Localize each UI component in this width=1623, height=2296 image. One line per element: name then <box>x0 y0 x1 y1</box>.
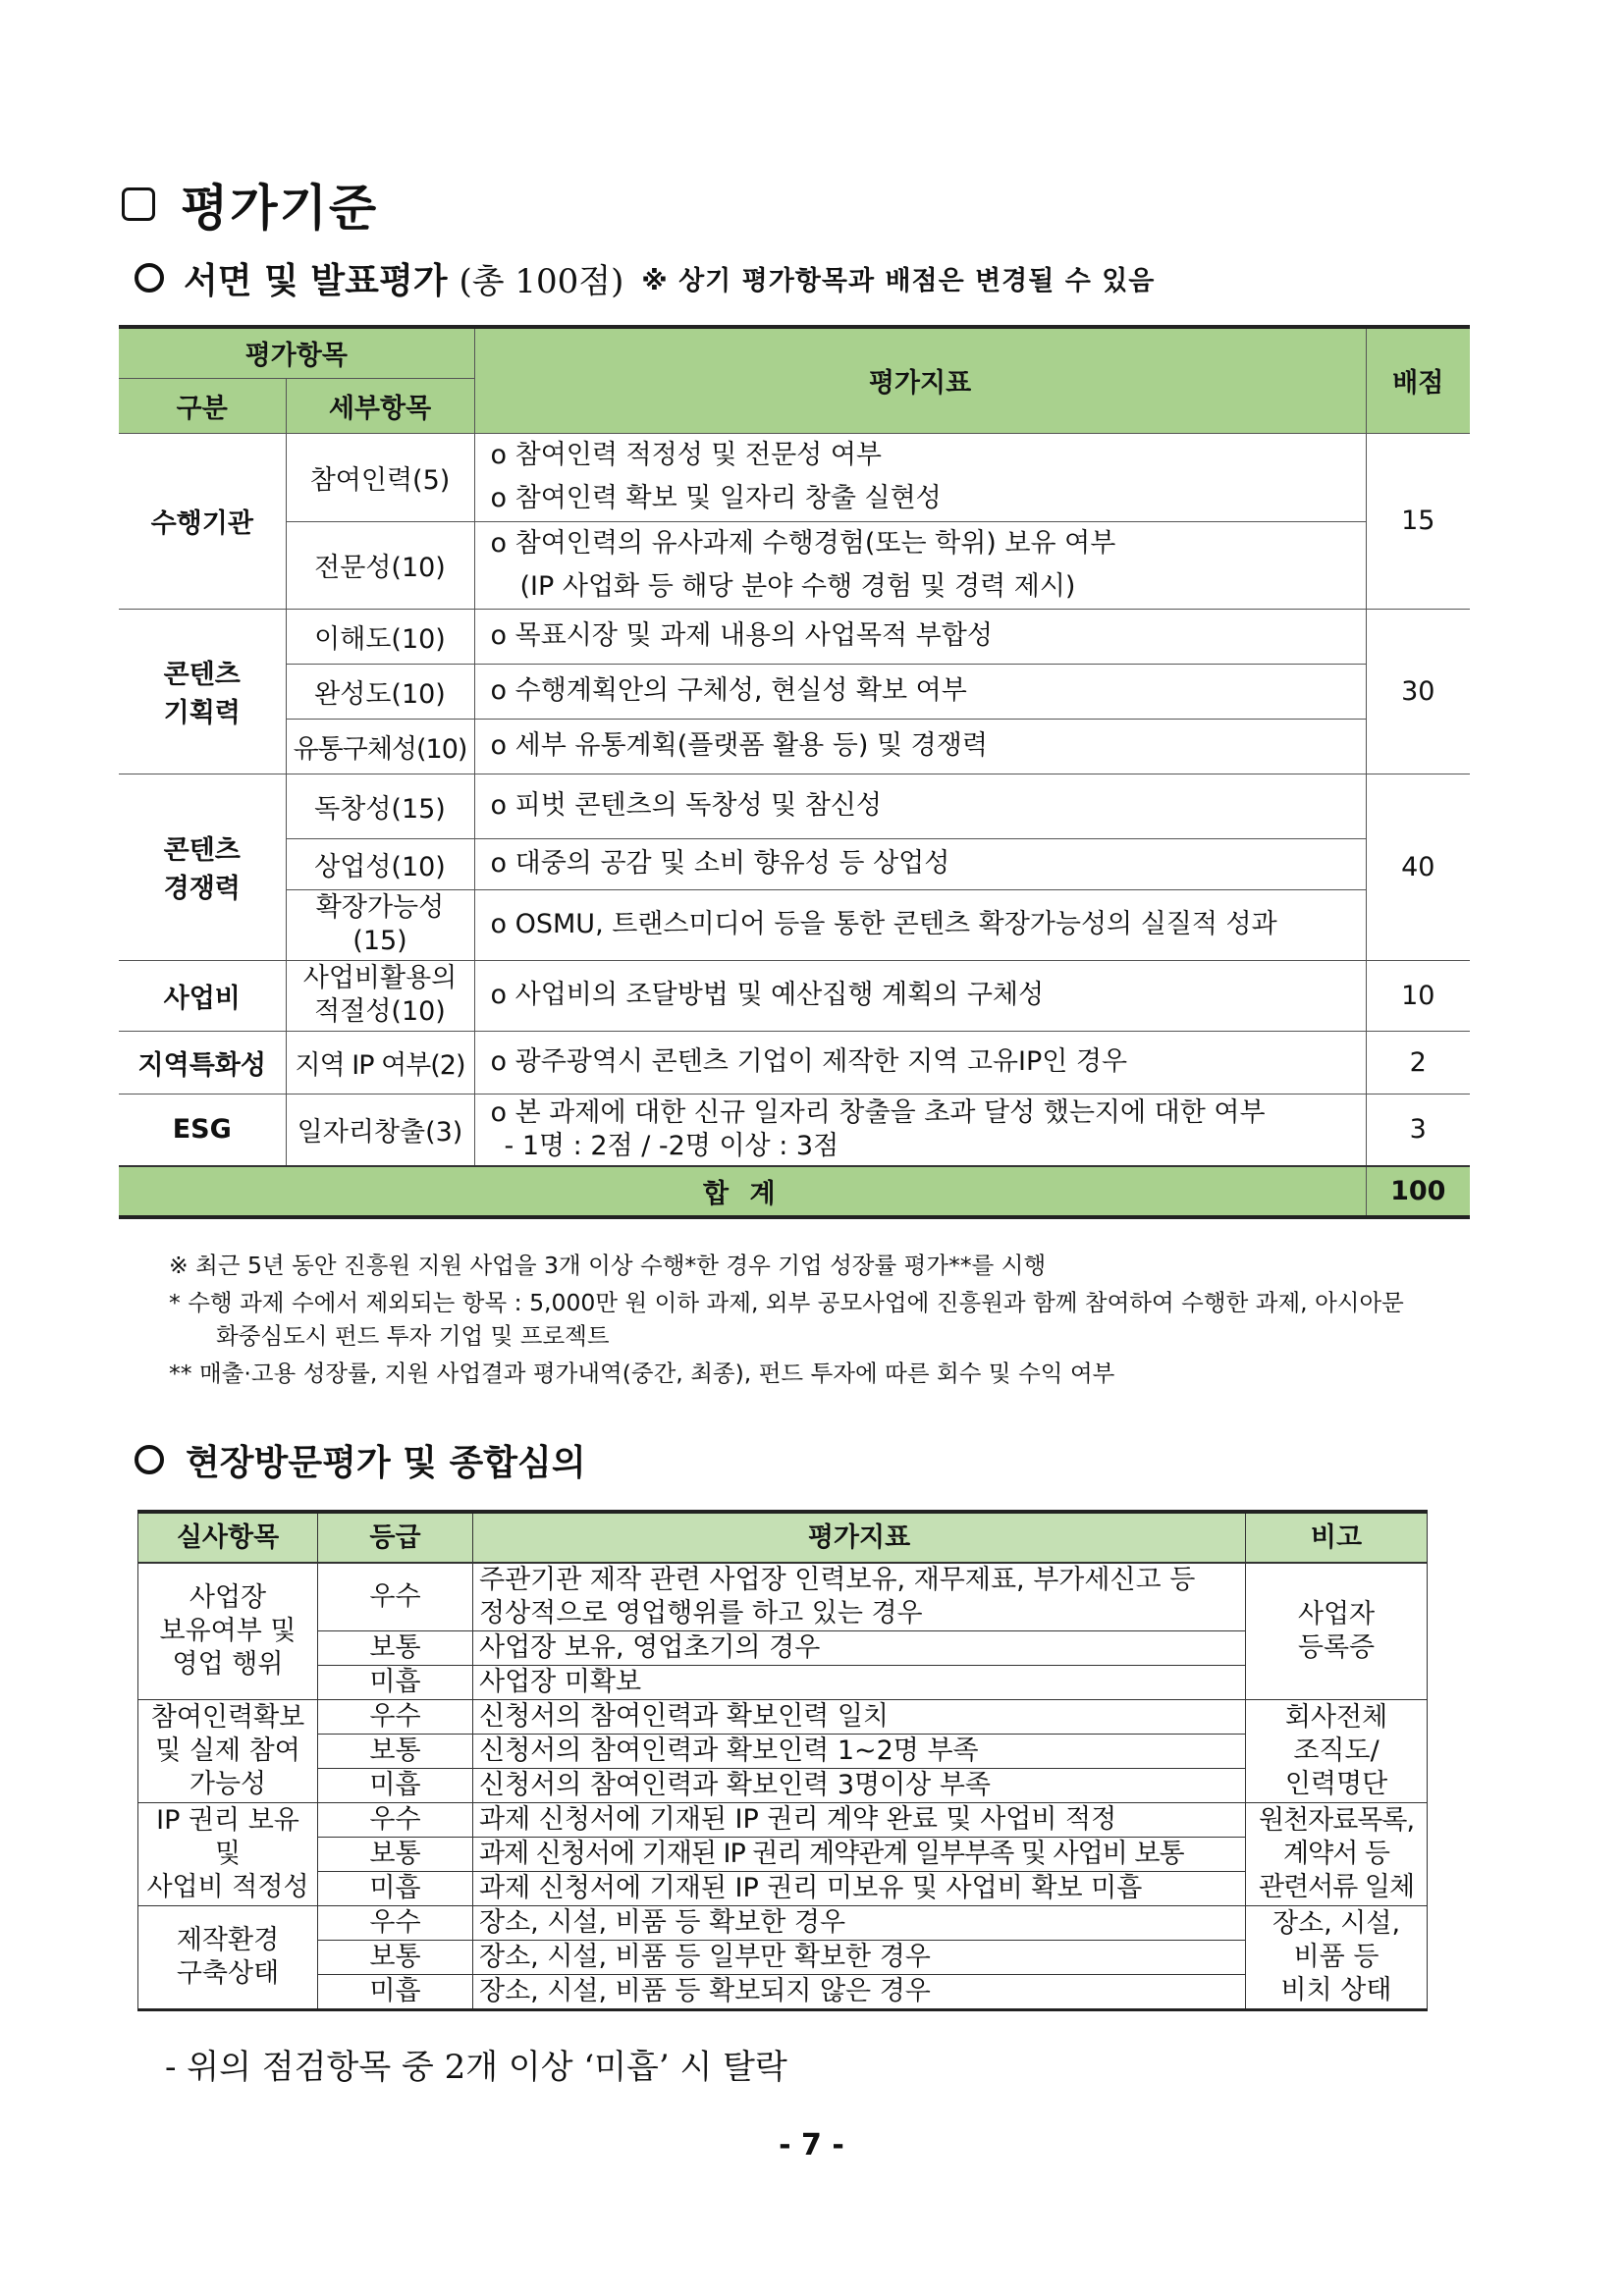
indicator-cell: 과제 신청서에 기재된 IP 권리 계약 완료 및 사업비 적정 <box>473 1803 1246 1838</box>
onsite-evaluation-table <box>137 1510 1428 2011</box>
indicator-cell: o 본 과제에 대한 신규 일자리 창출을 초과 달성 했는지에 대한 여부 - 1명 : 2점 / -2명 이상 : 3점 <box>474 1094 1366 1166</box>
grade-cell: 보통 <box>318 1735 473 1769</box>
score-cell: 15 <box>1366 433 1470 609</box>
indicator-cell: o 참여인력의 유사과제 수행경험(또는 학위) 보유 여부 (IP 사업화 등 해당 분야 수행 경험 및 경력 제시) <box>474 521 1366 609</box>
grade-cell: 우수 <box>318 1563 473 1631</box>
subsection-title-onsite: 현장방문평가 및 종합심의 <box>135 1435 586 1484</box>
circle-bullet-icon <box>135 263 164 293</box>
header-detail: 세부항목 <box>286 378 474 433</box>
category-cell: 콘텐츠 기획력 <box>119 609 286 774</box>
header-item: 실사항목 <box>138 1512 318 1563</box>
grade-cell: 보통 <box>318 1838 473 1872</box>
header-score: 배점 <box>1366 327 1470 433</box>
detail-cell: 참여인력(5) <box>286 433 474 521</box>
indicator-cell: 신청서의 참여인력과 확보인력 1~2명 부족 <box>473 1735 1246 1769</box>
grade-cell: 우수 <box>318 1906 473 1941</box>
category-cell: 사업비 <box>119 960 286 1031</box>
grade-cell: 우수 <box>318 1700 473 1735</box>
grade-cell: 보통 <box>318 1941 473 1975</box>
detail-cell: 완성도(10) <box>286 664 474 719</box>
detail-cell: 이해도(10) <box>286 609 474 664</box>
indicator-cell: 주관기관 제작 관련 사업장 인력보유, 재무제표, 부가세신고 등 정상적으로 영업행위를 하고 있는 경우 <box>473 1563 1246 1631</box>
indicator-cell: 장소, 시설, 비품 등 확보한 경우 <box>473 1906 1246 1941</box>
item-cell: 참여인력확보 및 실제 참여 가능성 <box>138 1700 318 1803</box>
score-cell: 3 <box>1366 1094 1470 1166</box>
note-growth: ** 매출·고용 성장률, 지원 사업결과 평가내역(중간, 최종), 펀드 투자에 따른 회수 및 수익 여부 <box>169 1360 1115 1387</box>
circle-bullet-icon <box>135 1445 164 1474</box>
header-grade: 등급 <box>318 1512 473 1563</box>
score-cell: 10 <box>1366 960 1470 1031</box>
indicator-cell: o OSMU, 트랜스미디어 등을 통한 콘텐츠 확장가능성의 실질적 성과 <box>474 889 1366 960</box>
indicator-cell: 과제 신청서에 기재된 IP 권리 미보유 및 사업비 확보 미흡 <box>473 1872 1246 1906</box>
subsection-title-written: 서면 및 발표평가 (총 100점) ※ 상기 평가항목과 배점은 변경될 수 있음 <box>135 253 1155 302</box>
indicator-cell: o 참여인력 적정성 및 전문성 여부 o 참여인력 확보 및 일자리 창출 실현성 <box>474 433 1366 521</box>
evaluation-table <box>119 325 1470 1219</box>
note-exclusion: * 수행 과제 수에서 제외되는 항목 : 5,000만 원 이하 과제, 외부 공모사업에 진흥원과 함께 참여하여 수행한 과제, 아시아문 <box>169 1289 1404 1316</box>
note-exclusion-cont: 화중심도시 펀드 투자 기업 및 프로젝트 <box>216 1322 610 1350</box>
indicator-cell: 신청서의 참여인력과 확보인력 3명이상 부족 <box>473 1769 1246 1803</box>
remark-cell: 원천자료목록, 계약서 등 관련서류 일체 <box>1246 1803 1428 1906</box>
indicator-cell: o 피벗 콘텐츠의 독창성 및 참신성 <box>474 774 1366 838</box>
detail-cell: 사업비활용의 적절성(10) <box>286 960 474 1031</box>
note-main: ※ 최근 5년 동안 진흥원 지원 사업을 3개 이상 수행*한 경우 기업 성장률 평가**를 시행 <box>169 1252 1047 1279</box>
indicator-cell: 장소, 시설, 비품 등 확보되지 않은 경우 <box>473 1975 1246 2010</box>
indicator-cell: 과제 신청서에 기재된 IP 권리 계약관계 일부부족 및 사업비 보통 <box>473 1838 1246 1872</box>
grade-cell: 보통 <box>318 1631 473 1666</box>
indicator-cell: 사업장 보유, 영업초기의 경우 <box>473 1631 1246 1666</box>
item-cell: 사업장 보유여부 및 영업 행위 <box>138 1563 318 1700</box>
header-remark: 비고 <box>1246 1512 1428 1563</box>
detail-cell: 전문성(10) <box>286 521 474 609</box>
detail-cell: 상업성(10) <box>286 838 474 889</box>
remark-cell: 장소, 시설, 비품 등 비치 상태 <box>1246 1906 1428 2010</box>
indicator-cell: 장소, 시설, 비품 등 일부만 확보한 경우 <box>473 1941 1246 1975</box>
score-cell: 40 <box>1366 774 1470 960</box>
grade-cell: 미흡 <box>318 1769 473 1803</box>
indicator-cell: o 세부 유통계획(플랫폼 활용 등) 및 경쟁력 <box>474 719 1366 774</box>
detail-cell: 유통구체성(10) <box>286 719 474 774</box>
category-cell: 콘텐츠 경쟁력 <box>119 774 286 960</box>
section-title: 평가기준 <box>122 175 378 234</box>
header-indicator: 평가지표 <box>473 1512 1246 1563</box>
indicator-cell: 신청서의 참여인력과 확보인력 일치 <box>473 1700 1246 1735</box>
detail-cell: 일자리창출(3) <box>286 1094 474 1166</box>
total-label: 합 계 <box>119 1166 1366 1217</box>
header-category: 구분 <box>119 378 286 433</box>
score-cell: 30 <box>1366 609 1470 774</box>
detail-cell: 지역 IP 여부(2) <box>286 1031 474 1094</box>
grade-cell: 미흡 <box>318 1975 473 2010</box>
category-cell: 수행기관 <box>119 433 286 609</box>
indicator-cell: o 수행계획안의 구체성, 현실성 확보 여부 <box>474 664 1366 719</box>
page-number: - 7 - <box>779 2128 844 2163</box>
item-cell: 제작환경 구축상태 <box>138 1906 318 2010</box>
remark-cell: 사업자 등록증 <box>1246 1563 1428 1700</box>
grade-cell: 미흡 <box>318 1872 473 1906</box>
indicator-cell: o 광주광역시 콘텐츠 기업이 제작한 지역 고유IP인 경우 <box>474 1031 1366 1094</box>
detail-cell: 확장가능성 (15) <box>286 889 474 960</box>
total-score: 100 <box>1366 1166 1470 1217</box>
indicator-cell: o 대중의 공감 및 소비 향유성 등 상업성 <box>474 838 1366 889</box>
grade-cell: 우수 <box>318 1803 473 1838</box>
category-cell: 지역특화성 <box>119 1031 286 1094</box>
elimination-note: - 위의 점검항목 중 2개 이상 ‘미흡’ 시 탈락 <box>165 2048 787 2087</box>
category-cell: ESG <box>119 1094 286 1166</box>
score-cell: 2 <box>1366 1031 1470 1094</box>
indicator-cell: o 사업비의 조달방법 및 예산집행 계획의 구체성 <box>474 960 1366 1031</box>
header-indicator: 평가지표 <box>474 327 1366 433</box>
indicator-cell: o 목표시장 및 과제 내용의 사업목적 부합성 <box>474 609 1366 664</box>
remark-cell: 회사전체 조직도/ 인력명단 <box>1246 1700 1428 1803</box>
detail-cell: 독창성(15) <box>286 774 474 838</box>
item-cell: IP 권리 보유 및 사업비 적정성 <box>138 1803 318 1906</box>
checkbox-icon <box>122 187 155 221</box>
indicator-cell: 사업장 미확보 <box>473 1666 1246 1700</box>
grade-cell: 미흡 <box>318 1666 473 1700</box>
header-group: 평가항목 <box>119 327 474 378</box>
